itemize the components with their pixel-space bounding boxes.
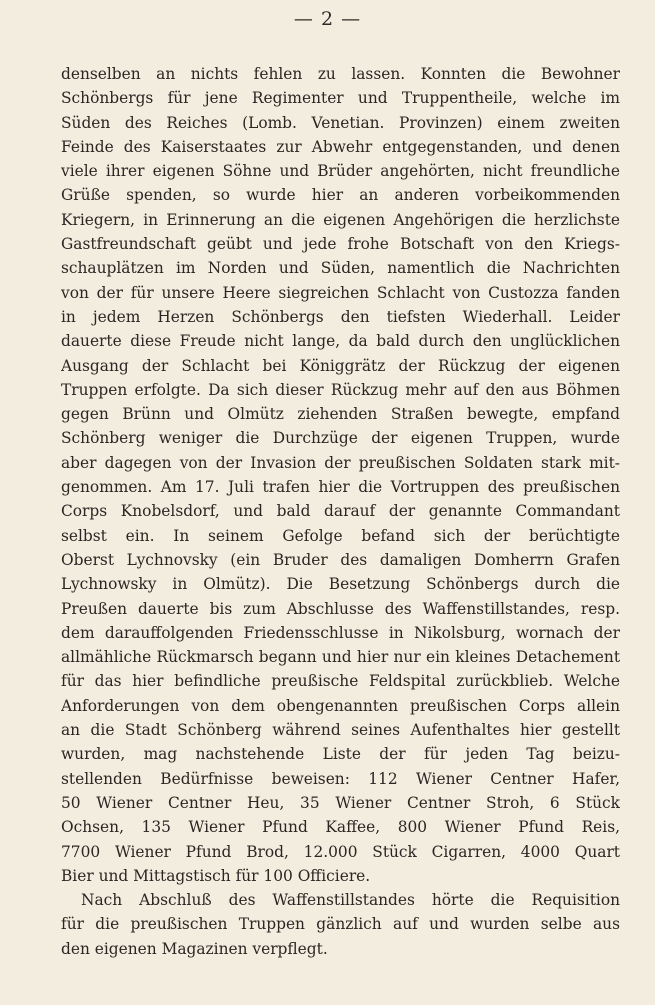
text-line: selbst ein. In seinem Gefolge befand sich der berüchtigte	[61, 526, 620, 545]
text-line: Ochsen, 135 Wiener Pfund Kaffee, 800 Wiener Pfund Reis,	[61, 818, 620, 837]
text-line-paragraph-end: den eigenen Magazinen verpflegt.	[61, 939, 328, 958]
text-line-paragraph-start: Nach Abschluß des Waffenstillstandes hörte die Requisition	[81, 891, 620, 910]
text-line: Gastfreundschaft geübt und jede frohe Botschaft von den Kriegs-	[61, 235, 620, 254]
text-line: Oberst Lychnovsky (ein Bruder des damaligen Domherrn Grafen	[61, 550, 620, 569]
text-line: wurden, mag nachstehende Liste der für jeden Tag beizu-	[61, 745, 620, 764]
text-line: dauerte diese Freude nicht lange, da bald durch den unglücklichen	[61, 332, 620, 351]
text-line: Schönberg weniger die Durchzüge der eigenen Truppen, wurde	[61, 429, 620, 448]
text-line: viele ihrer eigenen Söhne und Brüder angehörten, nicht freundliche	[61, 162, 620, 181]
text-line: an die Stadt Schönberg während seines Aufenthaltes hier gestellt	[61, 721, 620, 740]
text-line: schauplätzen im Norden und Süden, namentlich die Nachrichten	[61, 259, 620, 278]
text-line: 7700 Wiener Pfund Brod, 12.000 Stück Cigarren, 4000 Quart	[61, 842, 620, 861]
text-line: Schönbergs für jene Regimenter und Truppentheile, welche im	[61, 89, 620, 108]
text-line: Ausgang der Schlacht bei Königgrätz der Rückzug der eigenen	[61, 356, 620, 375]
text-line: von der für unsere Heere siegreichen Schlacht von Custozza fanden	[61, 283, 620, 302]
text-line: aber dagegen von der Invasion der preußischen Soldaten stark mit-	[61, 453, 620, 472]
text-line: in jedem Herzen Schönbergs den tiefsten Wiederhall. Leider	[61, 307, 620, 326]
text-line: genommen. Am 17. Juli trafen hier die Vortruppen des preußischen	[61, 478, 620, 497]
text-line: Lychnowsky in Olmütz). Die Besetzung Schönbergs durch die	[61, 575, 620, 594]
text-line: für die preußischen Truppen gänzlich auf und wurden selbe aus	[61, 915, 620, 934]
text-line: für das hier befindliche preußische Feldspital zurückblieb. Welche	[61, 672, 620, 691]
text-line-paragraph-end: Bier und Mittagstisch für 100 Officiere.	[61, 866, 371, 885]
text-line: Truppen erfolgte. Da sich dieser Rückzug mehr auf den aus Böhmen	[61, 380, 620, 399]
page-number: — 2 —	[293, 8, 362, 30]
text-line: allmähliche Rückmarsch begann und hier nur ein kleines Detachement	[61, 648, 620, 667]
text-line: Grüße spenden, so wurde hier an anderen vorbeikommenden	[61, 186, 620, 205]
text-line: stellenden Bedürfnisse beweisen: 112 Wiener Centner Hafer,	[61, 769, 620, 788]
text-line: dem darauffolgenden Friedensschlusse in Nikolsburg, wornach der	[61, 623, 620, 642]
text-line: Feinde des Kaiserstaates zur Abwehr entgegenstanden, und denen	[61, 137, 620, 156]
text-line: Corps Knobelsdorf, und bald darauf der genannte Commandant	[61, 502, 620, 521]
text-line: Kriegern, in Erinnerung an die eigenen Angehörigen die herzlichste	[61, 210, 620, 229]
text-line: 50 Wiener Centner Heu, 35 Wiener Centner Stroh, 6 Stück	[61, 793, 620, 812]
text-line: Süden des Reiches (Lomb. Venetian. Provinzen) einem zweiten	[61, 113, 620, 132]
body-text	[61, 62, 620, 961]
text-line: gegen Brünn und Olmütz ziehenden Straßen bewegte, empfand	[61, 405, 620, 424]
text-line: Preußen dauerte bis zum Abschlusse des Waffenstillstandes, resp.	[61, 599, 620, 618]
text-line: Anforderungen von dem obengenannten preußischen Corps allein	[61, 696, 620, 715]
text-line: denselben an nichts fehlen zu lassen. Konnten die Bewohner	[61, 65, 620, 83]
